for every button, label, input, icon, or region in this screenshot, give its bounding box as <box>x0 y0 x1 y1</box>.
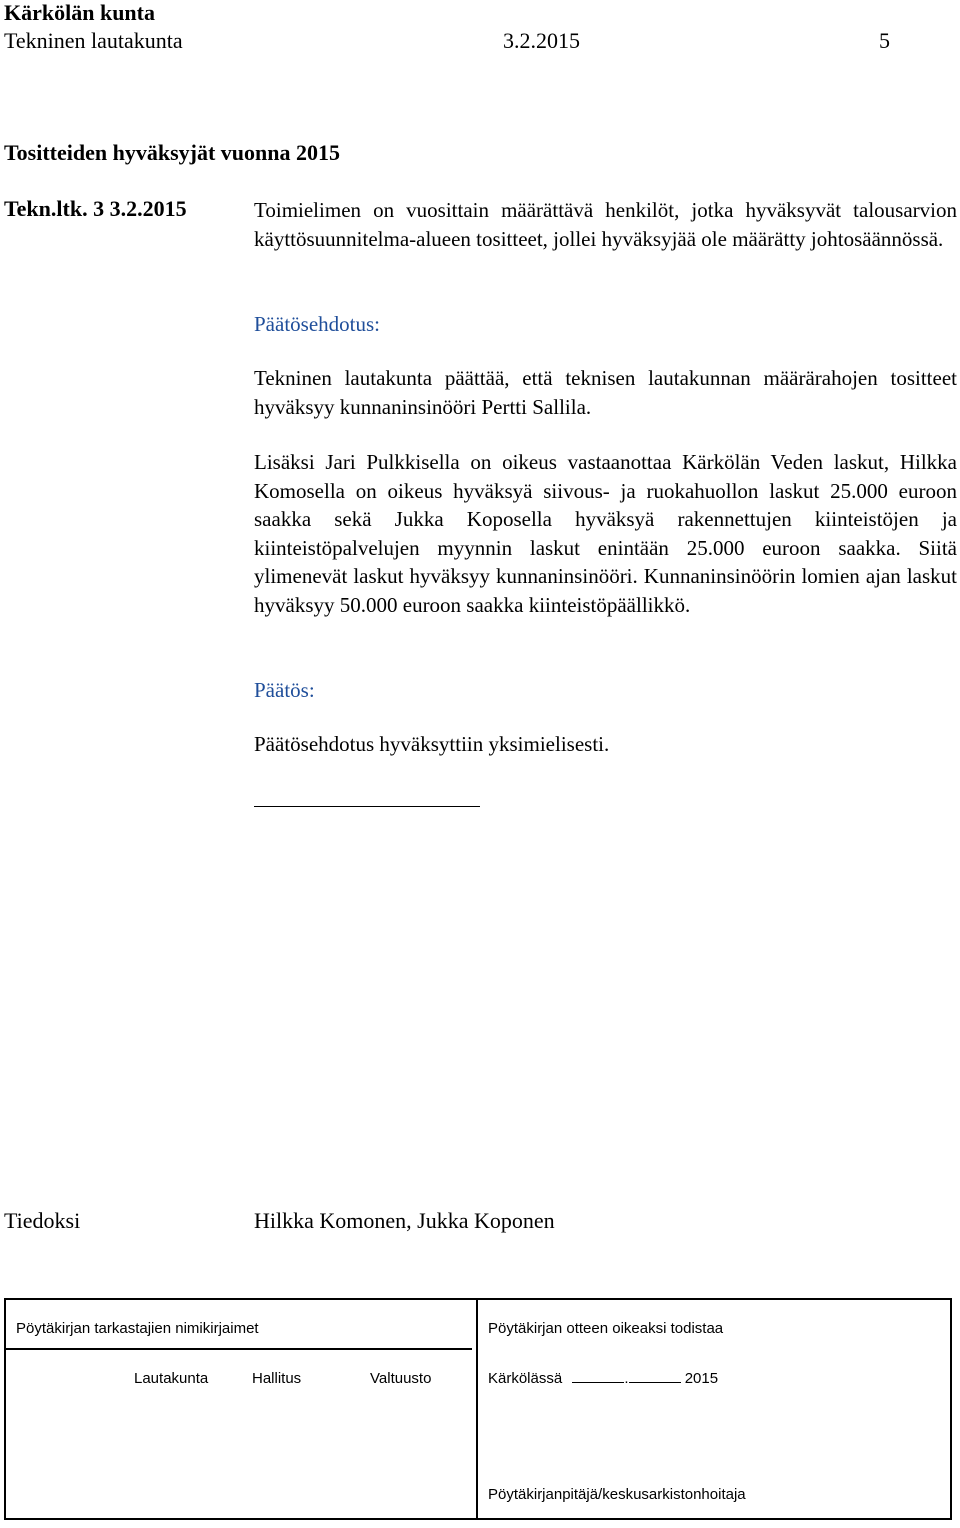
month-blank <box>629 1370 681 1383</box>
day-blank <box>572 1370 624 1383</box>
place-date-line <box>488 1370 718 1387</box>
year: 2015 <box>684 1370 719 1387</box>
page-number: 5 <box>879 28 890 53</box>
certify-label: Pöytäkirjan otteen oikeaksi todistaa <box>488 1320 724 1337</box>
proposal-paragraph-2 <box>254 448 957 619</box>
date-dot: . <box>624 1370 629 1387</box>
decision-paragraph <box>254 730 957 759</box>
hallitus-column: Hallitus <box>252 1370 302 1387</box>
place-name: Kärkölässä <box>488 1370 563 1387</box>
initials-label: Pöytäkirjan tarkastajien nimikirjaimet <box>16 1320 259 1337</box>
proposal-heading: Päätösehdotus: <box>254 312 380 336</box>
intro-text: Toimielimen on vuosittain määrättävä henkilöt, jotka hyväksyvät talousarvion käyttösuunnitelma-alueen tositteet, jollei hyväksyjää ole määrätty johtosäännössä. <box>254 198 957 251</box>
proposal-text-1: Tekninen lautakunta päättää, että teknisen lautakunnan määrärahojen tositteet hyväksyy kunnaninsinööri Pertti Sallila. <box>254 366 957 419</box>
box-divider-vertical <box>476 1300 478 1518</box>
proposal-paragraph-1 <box>254 364 957 421</box>
municipality-name: Kärkölän kunta <box>4 0 155 25</box>
separator-line <box>254 806 480 807</box>
proposal-text-2: Lisäksi Jari Pulkkisella on oikeus vastaanottaa Kärkölän Veden laskut, Hilkka Komosella on oikeus hyväksyä siivous- ja ruokahuollon laskut 25.000 euroon saakka sekä Jukka Koposella hyväksyä rakennettujen kiinteistöjen ja kiinteistöpalvelujen myynnin laskut enintään 25.000 euroon saakka. Siitä ylimenevät laskut hyväksyy kunnaninsinööri. Kunnaninsinöörin lomien ajan laskut hyväksyy 50.000 euroon saakka kiinteistöpäällikkö. <box>254 450 957 617</box>
valtuusto-column: Valtuusto <box>370 1370 432 1387</box>
minutes-certification-box <box>4 1298 952 1520</box>
distribution-recipients: Hilkka Komonen, Jukka Koponen <box>254 1208 555 1233</box>
decision-text: Päätösehdotus hyväksyttiin yksimielisesti. <box>254 732 610 756</box>
section-title: Tositteiden hyväksyjät vuonna 2015 <box>4 140 340 165</box>
lautakunta-column: Lautakunta <box>134 1370 209 1387</box>
distribution-label: Tiedoksi <box>4 1208 81 1233</box>
meeting-date: 3.2.2015 <box>503 28 580 53</box>
intro-paragraph <box>254 196 957 253</box>
box-divider-horizontal <box>6 1348 472 1350</box>
decision-heading: Päätös: <box>254 678 315 702</box>
case-reference: Tekn.ltk. 3 3.2.2015 <box>4 196 187 221</box>
signer-title: Pöytäkirjanpitäjä/keskusarkistonhoitaja <box>488 1486 746 1503</box>
board-name: Tekninen lautakunta <box>4 28 183 53</box>
